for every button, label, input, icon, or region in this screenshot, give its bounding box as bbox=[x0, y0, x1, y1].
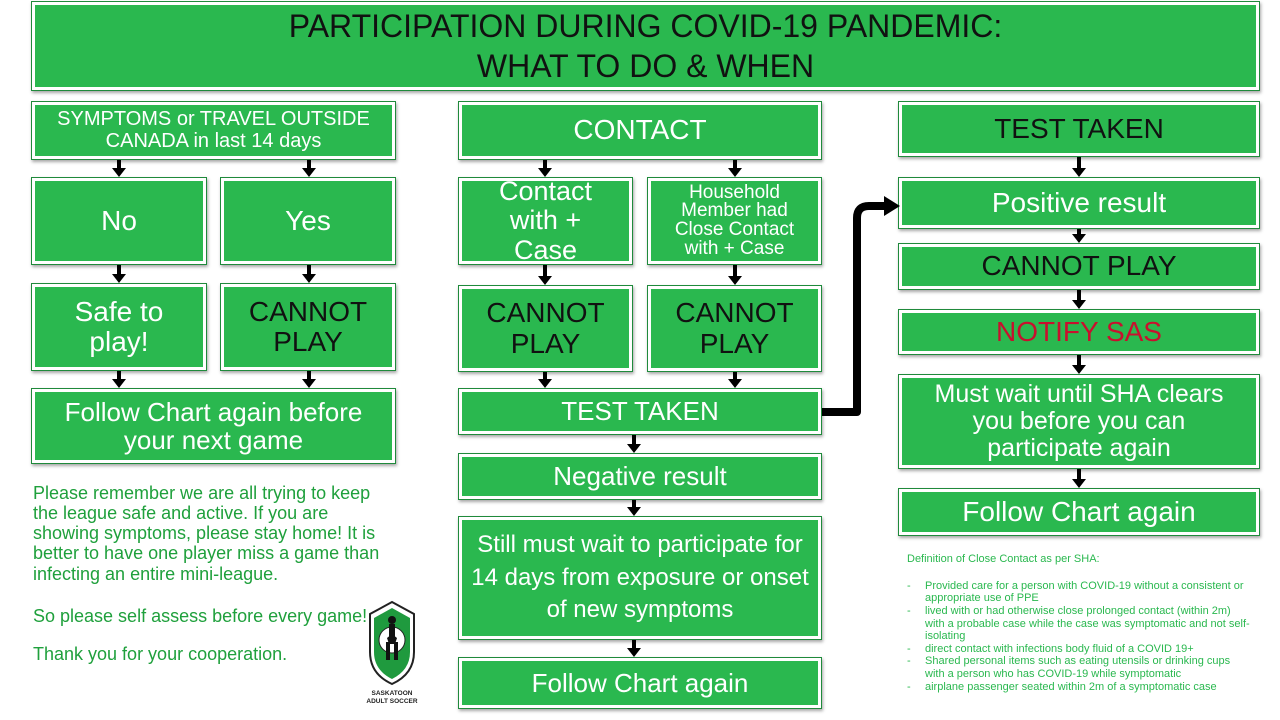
household-contact-box: Household Member had Close Contact with + Case bbox=[647, 177, 822, 265]
reminder-text: Please remember we are all trying to keep the league safe and active. If you are showing symptoms, please stay home! It is better to have one player miss a game than infecting an entire mini-league. bbox=[33, 483, 380, 584]
still-must-wait-box: Still must wait to participate for 14 days from exposure or onset of new symptoms bbox=[458, 516, 822, 640]
cannot-play-box: CANNOT PLAY bbox=[220, 283, 396, 371]
household-cannot-play-box: CANNOT PLAY bbox=[647, 285, 822, 372]
positive-result-box: Positive result bbox=[898, 177, 1260, 229]
definition-item: - Provided care for a person with COVID-19 without a consistent or appropriate use of PPE bbox=[907, 580, 1252, 605]
right-follow-chart-box: Follow Chart again bbox=[898, 488, 1260, 536]
definition-heading: Definition of Close Contact as per SHA: bbox=[907, 553, 1100, 565]
must-wait-sha-box: Must wait until SHA clears you before you can participate again bbox=[898, 374, 1260, 469]
title-line-1: PARTICIPATION DURING COVID-19 PANDEMIC: bbox=[288, 8, 1003, 44]
reminder-note bbox=[33, 483, 383, 664]
contact-box: CONTACT bbox=[458, 101, 822, 160]
symptoms-travel-box: SYMPTOMS or TRAVEL OUTSIDE CANADA in last 14 days bbox=[31, 101, 396, 160]
self-assess-text: So please self assess before every game! bbox=[33, 605, 368, 626]
negative-result-box: Negative result bbox=[458, 453, 822, 500]
contact-with-case-box: Contact with + Case bbox=[458, 177, 633, 265]
definition-item: - airplane passenger seated within 2m of a symptomatic case bbox=[907, 681, 1252, 694]
definition-list bbox=[907, 580, 1252, 694]
no-box: No bbox=[31, 177, 207, 265]
yes-box: Yes bbox=[220, 177, 396, 265]
svg-text:ADULT SOCCER: ADULT SOCCER bbox=[366, 698, 418, 705]
definition-item: - Shared personal items such as eating utensils or drinking cups with a person who has COVID-19 while symptomatic bbox=[907, 655, 1252, 680]
test-taken-box: TEST TAKEN bbox=[458, 388, 822, 435]
right-cannot-play-box: CANNOT PLAY bbox=[898, 243, 1260, 290]
contact-cannot-play-box: CANNOT PLAY bbox=[458, 285, 633, 372]
follow-chart-next-game-box: Follow Chart again before your next game bbox=[31, 388, 396, 464]
safe-to-play-box: Safe to play! bbox=[31, 283, 207, 371]
notify-sas-box: NOTIFY SAS bbox=[898, 309, 1260, 355]
saskatoon-adult-soccer-logo bbox=[366, 600, 418, 710]
thank-you-text: Thank you for your cooperation. bbox=[33, 643, 288, 664]
svg-text:SASKATOON: SASKATOON bbox=[371, 690, 413, 697]
close-contact-definition bbox=[907, 553, 1252, 693]
definition-item: - direct contact with infections body fluid of a COVID 19+ bbox=[907, 643, 1252, 656]
middle-follow-chart-box: Follow Chart again bbox=[458, 657, 822, 709]
definition-item: - lived with or had otherwise close prolonged contact (within 2m) with a probable case while the case was symptomatic and not self-isolating bbox=[907, 605, 1252, 643]
title-line-2: WHAT TO DO & WHEN bbox=[476, 48, 815, 84]
right-test-taken-box: TEST TAKEN bbox=[898, 101, 1260, 157]
